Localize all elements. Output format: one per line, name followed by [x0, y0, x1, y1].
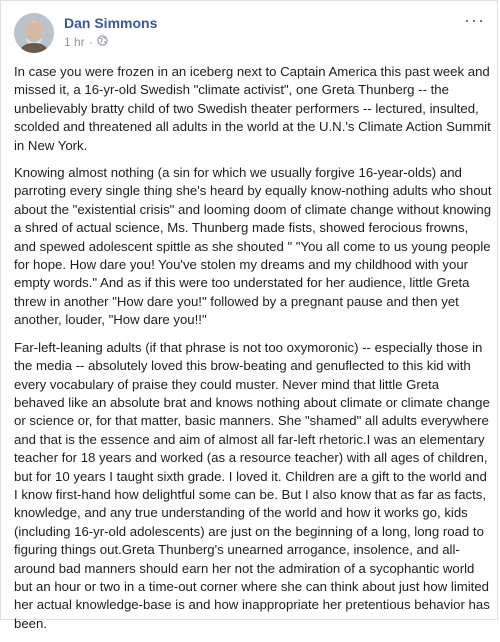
post-body: [14, 63, 492, 642]
paragraph-1: In case you were frozen in an iceberg next to Captain America this past week and missed it, a 16-yr-old Swedish "climate activist", one Greta Thunberg -- the unbelievably bratty child of two Swedish theater performers -- lectured, insulted, scolded and threatened all adults in the world at the U.N.'s Climate Action Summit in New York.: [14, 64, 491, 153]
globe-icon[interactable]: [97, 35, 108, 49]
post-header: [14, 10, 485, 53]
post-meta: [64, 35, 108, 49]
more-options-icon[interactable]: ···: [464, 10, 485, 30]
meta-separator: ·: [88, 35, 93, 49]
paragraph-2: Knowing almost nothing (a sin for which we usually forgive 16-year-olds) and parroting every single thing she's heard by equally know-nothing adults who shout about the "existential crisis" and looming doom of climate change without knowing a shred of actual science, Ms. Thunberg made fists, showed ferocious frowns, and spewed adolescent spittle as she shouted " "You all come to us young people for hope. How dare you! You've stolen my dreams and my childhood with your empty words." And as if this were too understated for her audience, little Greta threw in another "How dare you!" followed by a pregnant pause and then yet another, louder, "How dare you!!": [14, 165, 492, 328]
timestamp[interactable]: 1 hr: [64, 35, 85, 49]
author-name[interactable]: Dan Simmons: [64, 15, 158, 31]
paragraph-3: Far-left-leaning adults (if that phrase is not too oxymoronic) -- especially those in the media -- absolutely loved this brow-beating and genuflected to this kid with every vocabulary of praise they could muster. Never mind that little Greta behaved like an absolute brat and knows nothing about climate or climate change or science or, for that matter, basic manners. She "shamed" all adults everywhere and that is the essence and aim of almost all far-left rhetoric.I was an elementary teacher for 18 years and worked (as a resource teacher) with all ages of children, but for 10 years I taught sixth grade. I loved it. Children are a gift to the world and I know first-hand how delightful some can be. But I also know that as far as facts, knowledge, and any true understanding of the world and how it works go, kids (including 16-yr-old adolescents) are just on the beginning of a long, long road to figuring things out.Greta Thunberg's unearned arrogance, insolence, and all-around bad manners should earn her not the admiration of a sycophantic world but an hour or two in a time-out corner where she can think about just how limited her actual knowledge-base is and how inappropriate her pretentious behavior has been.: [14, 339, 490, 631]
avatar-image: [14, 13, 54, 53]
avatar[interactable]: [14, 13, 54, 53]
